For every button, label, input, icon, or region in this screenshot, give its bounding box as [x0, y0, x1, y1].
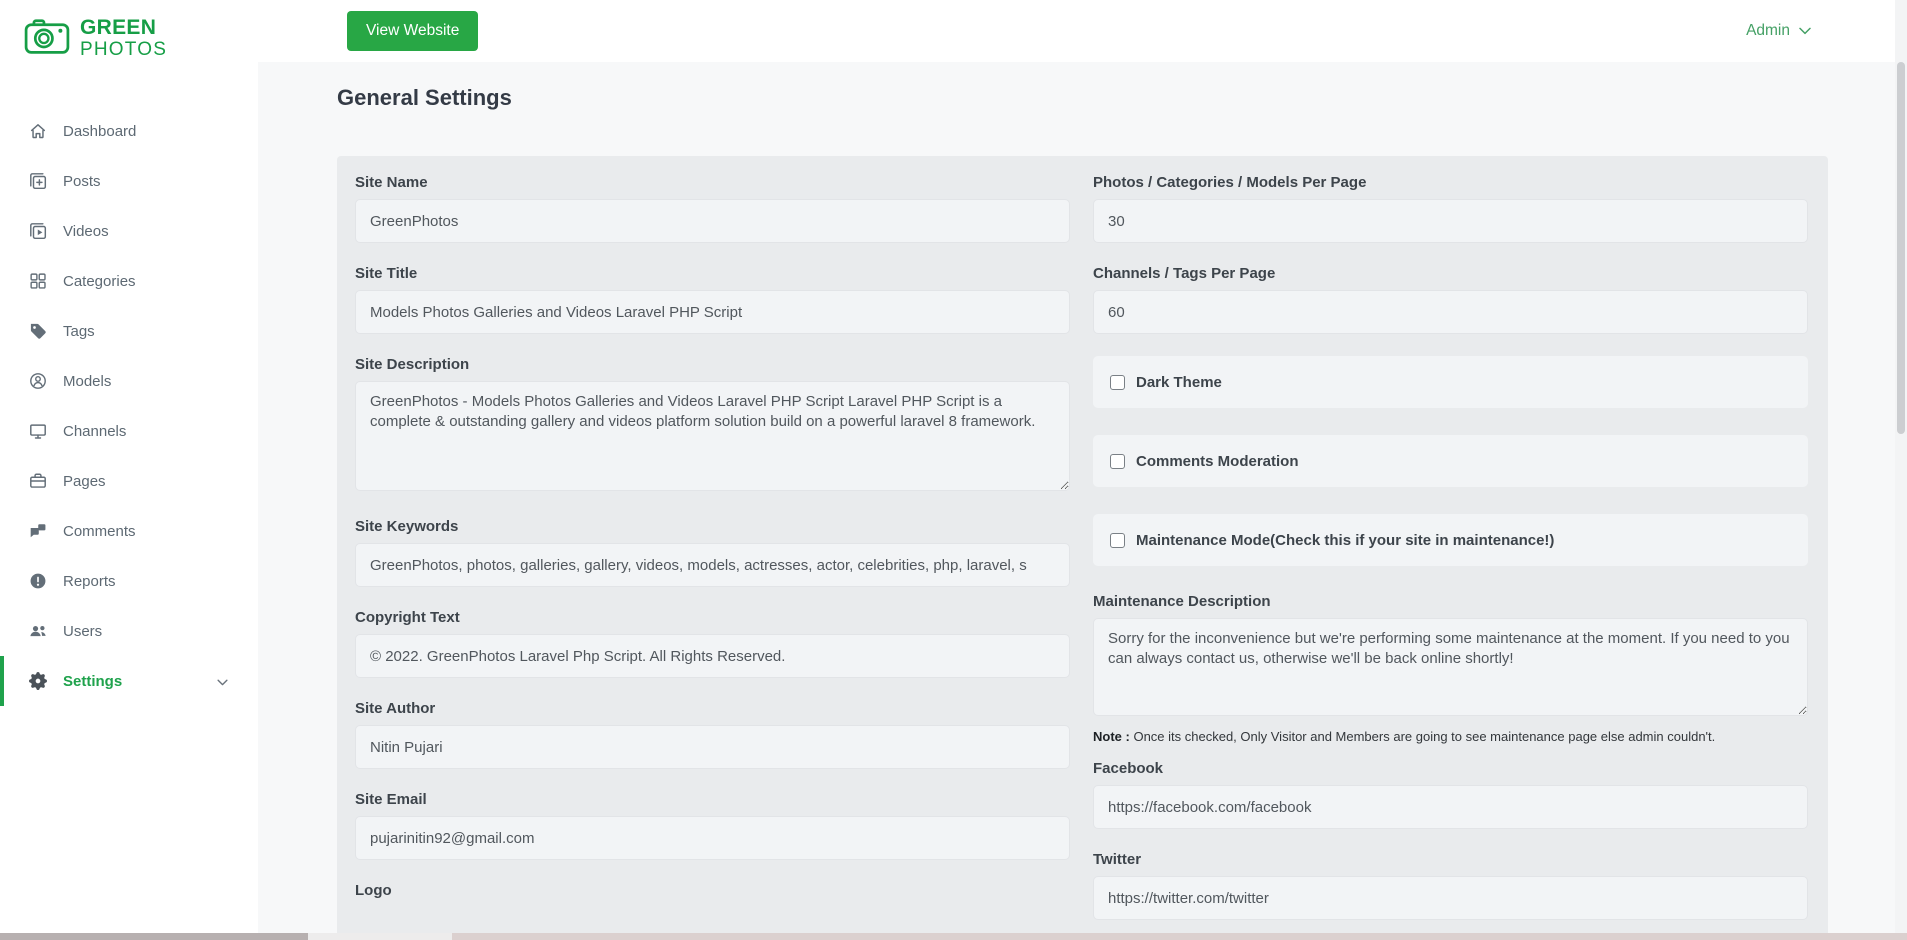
sidebar-item-label: Models: [63, 372, 112, 390]
sidebar-item-label: Categories: [63, 272, 136, 290]
field-per-page-channels: [1093, 265, 1808, 334]
admin-dropdown[interactable]: [1746, 22, 1811, 40]
site-description-textarea[interactable]: [355, 381, 1070, 491]
form-left-column: [355, 174, 1070, 940]
field-facebook: [1093, 760, 1808, 829]
twitter-label: Twitter: [1093, 851, 1142, 868]
site-email-label: Site Email: [355, 791, 427, 808]
home-icon: [29, 122, 47, 140]
sidebar-item-reports[interactable]: [0, 556, 258, 606]
site-keywords-label: Site Keywords: [355, 518, 459, 535]
sidebar-item-posts[interactable]: [0, 156, 258, 206]
sidebar-item-users[interactable]: [0, 606, 258, 656]
sidebar-item-settings[interactable]: [0, 656, 258, 706]
person-circle-icon: [29, 372, 47, 390]
field-site-keywords: [355, 518, 1070, 587]
sidebar-item-label: Posts: [63, 172, 101, 190]
note-prefix: Note :: [1093, 729, 1130, 744]
sidebar-item-models[interactable]: [0, 356, 258, 406]
brand-line1: GREEN: [80, 16, 157, 39]
exclamation-circle-icon: [29, 572, 47, 590]
site-keywords-input[interactable]: [355, 543, 1070, 587]
maintenance-description-label: Maintenance Description: [1093, 593, 1271, 610]
brand-line2: PHOTOS: [80, 39, 168, 60]
site-description-label: Site Description: [355, 356, 470, 373]
camera-icon: [24, 17, 70, 60]
categories-grid-icon: [29, 272, 47, 290]
field-logo: [355, 882, 1070, 899]
field-site-description: [355, 356, 1070, 496]
chevron-down-icon: [217, 673, 228, 690]
briefcase-icon: [29, 472, 47, 490]
admin-label: Admin: [1746, 22, 1790, 39]
brand-name: [80, 17, 167, 59]
view-website-button[interactable]: View Website: [347, 11, 478, 51]
videos-icon: [29, 222, 47, 240]
gear-icon: [29, 672, 47, 690]
sidebar-item-label: Settings: [63, 672, 123, 690]
vertical-scrollbar[interactable]: [1895, 0, 1907, 940]
site-name-label: Site Name: [355, 174, 428, 191]
sidebar-item-label: Dashboard: [63, 122, 137, 140]
per-page-channels-label: Channels / Tags Per Page: [1093, 265, 1276, 282]
brand-logo[interactable]: [0, 0, 258, 64]
dark-theme-card: [1093, 356, 1808, 408]
field-copyright-text: [355, 609, 1070, 678]
comments-moderation-label: Comments Moderation: [1136, 452, 1299, 470]
field-twitter: [1093, 851, 1808, 920]
site-email-input[interactable]: [355, 816, 1070, 860]
copyright-text-label: Copyright Text: [355, 609, 460, 626]
bottom-edge-strip: [0, 933, 1907, 940]
field-site-email: [355, 791, 1070, 860]
per-page-photos-input[interactable]: [1093, 199, 1808, 243]
facebook-input[interactable]: [1093, 785, 1808, 829]
people-icon: [29, 622, 47, 640]
field-per-page-photos: [1093, 174, 1808, 243]
sidebar-item-label: Users: [63, 622, 103, 640]
sidebar-item-label: Channels: [63, 422, 127, 440]
per-page-channels-input[interactable]: [1093, 290, 1808, 334]
chevron-down-icon: [1799, 22, 1811, 40]
sidebar-item-categories[interactable]: [0, 256, 258, 306]
settings-form-card: [337, 156, 1828, 940]
field-site-name: [355, 174, 1070, 243]
comments-moderation-card: [1093, 435, 1808, 487]
site-name-input[interactable]: [355, 199, 1070, 243]
site-author-input[interactable]: [355, 725, 1070, 769]
display-icon: [29, 422, 47, 440]
maintenance-note: [1093, 729, 1808, 744]
sidebar-item-videos[interactable]: [0, 206, 258, 256]
field-maintenance-description: [1093, 593, 1808, 721]
sidebar-item-label: Tags: [63, 322, 95, 340]
logo-label: Logo: [355, 882, 392, 899]
sidebar-item-label: Comments: [63, 522, 136, 540]
sidebar-item-tags[interactable]: [0, 306, 258, 356]
posts-icon: [29, 172, 47, 190]
site-author-label: Site Author: [355, 700, 436, 717]
maintenance-mode-checkbox[interactable]: [1110, 533, 1125, 548]
field-site-title: [355, 265, 1070, 334]
dark-theme-checkbox[interactable]: [1110, 375, 1125, 390]
maintenance-mode-card: [1093, 514, 1808, 566]
content-area: [258, 62, 1907, 940]
sidebar-nav: [0, 106, 258, 706]
page-title: General Settings: [337, 85, 512, 110]
sidebar: [0, 0, 258, 940]
scrollbar-thumb[interactable]: [1897, 62, 1905, 434]
per-page-photos-label: Photos / Categories / Models Per Page: [1093, 174, 1367, 191]
note-text: Once its checked, Only Visitor and Members are going to see maintenance page else admin couldn't.: [1133, 729, 1716, 744]
sidebar-item-label: Reports: [63, 572, 116, 590]
chat-icon: [29, 522, 47, 540]
sidebar-item-dashboard[interactable]: [0, 106, 258, 156]
sidebar-item-pages[interactable]: [0, 456, 258, 506]
dark-theme-label: Dark Theme: [1136, 373, 1222, 391]
maintenance-mode-label: Maintenance Mode(Check this if your site in maintenance!): [1136, 531, 1555, 549]
comments-moderation-checkbox[interactable]: [1110, 454, 1125, 469]
facebook-label: Facebook: [1093, 760, 1164, 777]
sidebar-item-label: Videos: [63, 222, 109, 240]
tag-icon: [29, 322, 47, 340]
main-region: [258, 0, 1907, 940]
sidebar-item-channels[interactable]: [0, 406, 258, 456]
site-title-input[interactable]: [355, 290, 1070, 334]
form-right-column: [1093, 174, 1808, 940]
twitter-input[interactable]: [1093, 876, 1808, 920]
sidebar-item-comments[interactable]: [0, 506, 258, 556]
site-title-label: Site Title: [355, 265, 418, 282]
field-site-author: [355, 700, 1070, 769]
topbar: [258, 0, 1907, 62]
copyright-text-input[interactable]: [355, 634, 1070, 678]
sidebar-item-label: Pages: [63, 472, 106, 490]
maintenance-description-textarea[interactable]: [1093, 618, 1808, 716]
